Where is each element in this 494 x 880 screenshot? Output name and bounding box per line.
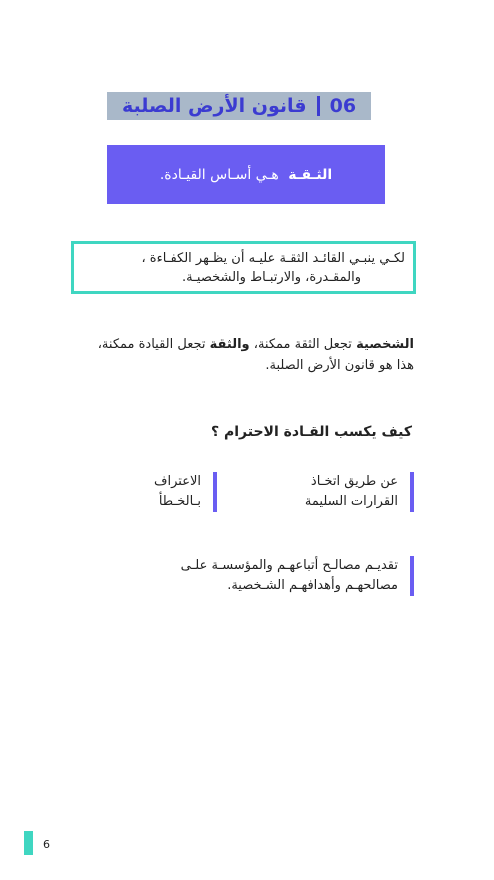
para-text-1: تجعل الثقة ممكنة، bbox=[249, 337, 357, 352]
callout-line-2: والمقـدرة، والارتبـاط والشخصيـة. bbox=[182, 269, 361, 285]
para-line-2: هذا هو قانون الأرض الصلبة. bbox=[265, 358, 414, 373]
list-item-line: عن طريق اتخـاذ bbox=[310, 474, 398, 489]
callout-box bbox=[71, 241, 416, 294]
list-item-line: القرارات السليمة bbox=[304, 494, 398, 509]
body-paragraph bbox=[40, 334, 414, 376]
list-item-line: بـالخـطأ bbox=[158, 494, 201, 509]
list-item-line: الاعتراف bbox=[154, 474, 201, 489]
banner-bold: الثـقـة bbox=[288, 166, 333, 183]
callout-line-1: لكـي ينبـي القائـد الثقـة عليـه أن يظـهر الكفـاءة ، bbox=[141, 250, 405, 266]
list-item bbox=[140, 556, 414, 596]
page-number: 6 bbox=[43, 838, 50, 851]
banner-text: هـي أسـاس القيـادة. bbox=[159, 166, 279, 183]
question-heading: كيف يكسب القـادة الاحترام ؟ bbox=[210, 424, 412, 440]
para-bold-1: الشخصية bbox=[356, 337, 414, 352]
list-item bbox=[246, 472, 414, 512]
key-statement-banner bbox=[107, 145, 385, 204]
heading-divider bbox=[317, 96, 320, 116]
para-text-2: تجعل القيادة ممكنة، bbox=[97, 337, 210, 352]
section-heading bbox=[107, 92, 371, 120]
para-bold-2: والثقة bbox=[209, 337, 250, 352]
section-title: قانون الأرض الصلبة bbox=[121, 95, 307, 117]
section-number: 06 bbox=[329, 95, 357, 117]
list-item-line: مصالحهـم وأهدافهـم الشـخصية. bbox=[227, 578, 398, 593]
list-item bbox=[110, 472, 217, 512]
list-item-line: تقديـم مصالـح أتباعهـم والمؤسسـة علـى bbox=[180, 558, 398, 573]
page-marker bbox=[24, 831, 33, 855]
